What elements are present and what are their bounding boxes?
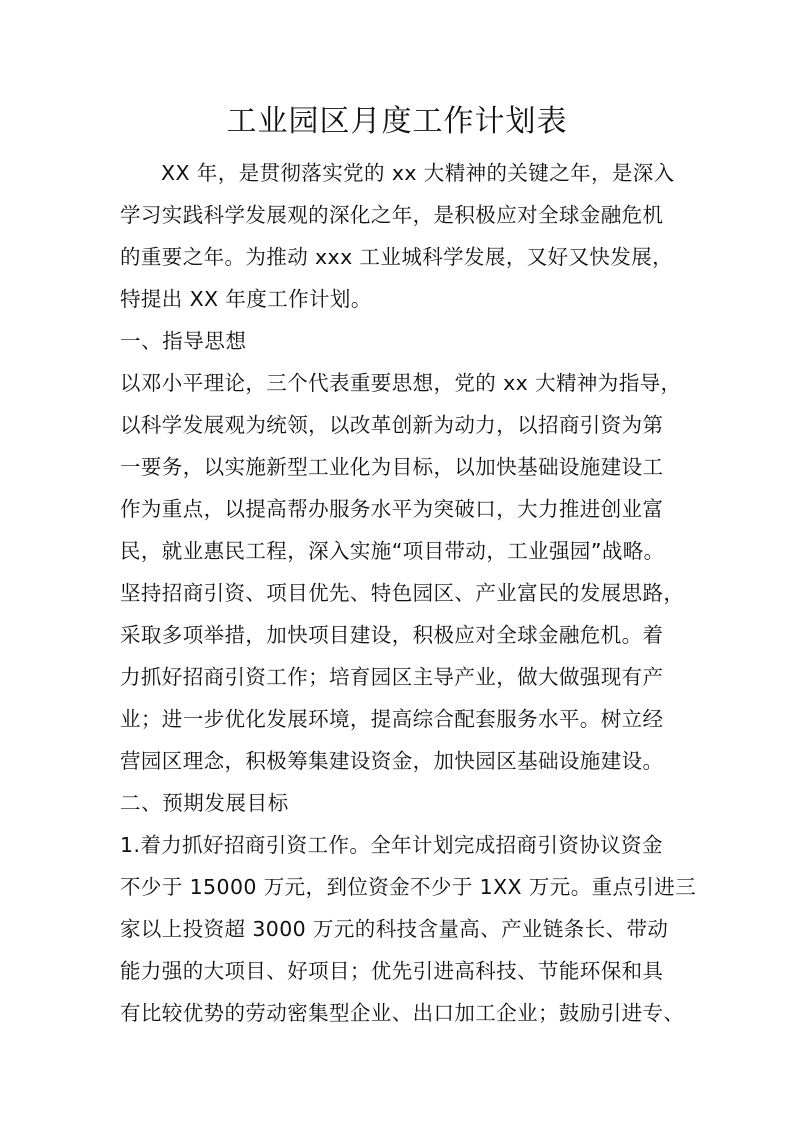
paragraph-line: 有比较优势的劳动密集型企业、出口加工企业；鼓励引进专、 <box>120 1001 685 1025</box>
paragraph-line: 业；进一步优化发展环境，提高综合配套服务水平。树立经 <box>120 707 664 731</box>
paragraph-line: 以邓小平理论，三个代表重要思想，党的 xx 大精神为指导， <box>120 371 682 395</box>
paragraph-line: 坚持招商引资、项目优先、特色园区、产业富民的发展思路， <box>120 581 685 605</box>
paragraph-line: 采取多项举措，加快项目建设，积极应对全球金融危机。着 <box>120 623 664 647</box>
paragraph-line: 营园区理念，积极筹集建设资金，加快园区基础设施建设。 <box>120 749 664 773</box>
paragraph-line: 作为重点，以提高帮办服务水平为突破口，大力推进创业富 <box>120 497 664 521</box>
paragraph-line: 不少于 15000 万元，到位资金不少于 1XX 万元。重点引进三 <box>120 875 697 899</box>
paragraph-line: 以科学发展观为统领，以改革创新为动力，以招商引资为第 <box>120 413 664 437</box>
paragraph-line: 1.着力抓好招商引资工作。全年计划完成招商引资协议资金 <box>120 833 663 857</box>
paragraph-line: XX 年，是贯彻落实党的 xx 大精神的关键之年，是深入 <box>161 161 675 185</box>
paragraph-line: 能力强的大项目、好项目；优先引进高科技、节能环保和具 <box>120 959 664 983</box>
paragraph-line: 学习实践科学发展观的深化之年，是积极应对全球金融危机 <box>120 203 664 227</box>
paragraph-line: 民，就业惠民工程，深入实施“项目带动，工业强园”战略。 <box>120 539 665 563</box>
document-title: 工业园区月度工作计划表 <box>226 104 568 139</box>
section-heading: 二、预期发展目标 <box>120 791 289 815</box>
paragraph-line: 家以上投资超 3000 万元的科技含量高、产业链条长、带动 <box>120 917 669 941</box>
section-heading: 一、指导思想 <box>120 329 247 353</box>
paragraph-line: 一要务，以实施新型工业化为目标，以加快基础设施建设工 <box>120 455 664 479</box>
paragraph-line: 力抓好招商引资工作；培育园区主导产业，做大做强现有产 <box>120 665 664 689</box>
paragraph-line: 特提出 XX 年度工作计划。 <box>120 287 372 311</box>
paragraph-line: 的重要之年。为推动 xxx 工业城科学发展，又好又快发展， <box>120 245 674 269</box>
